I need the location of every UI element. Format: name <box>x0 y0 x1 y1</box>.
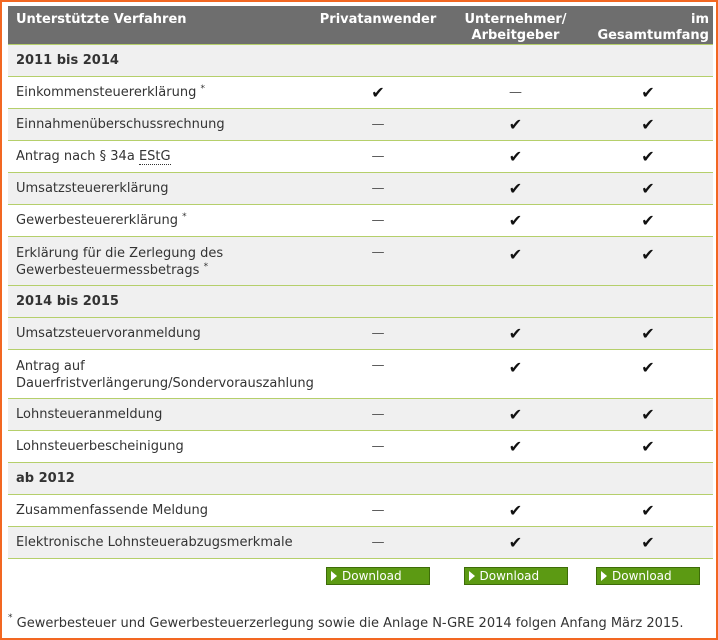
dash-icon: — <box>308 495 448 527</box>
check-icon: ✔ <box>583 205 713 237</box>
play-arrow-icon <box>469 571 475 581</box>
table-row <box>8 77 713 109</box>
row-label: Zusammenfassende Meldung <box>8 495 308 527</box>
row-label-text: Gewerbesteuererklärung <box>16 213 178 228</box>
row-label: Einnahmenüberschussrechnung <box>8 109 308 141</box>
row-label: Umsatzsteuererklärung <box>8 173 308 205</box>
table-row <box>8 527 713 559</box>
footnote-marker: * <box>200 84 205 94</box>
check-icon: ✔ <box>583 527 713 559</box>
download-cell <box>308 559 448 594</box>
check-icon: ✔ <box>448 237 583 286</box>
dash-icon: — <box>308 318 448 350</box>
table-row <box>8 173 713 205</box>
footnote-marker: * <box>182 212 187 222</box>
header-full-scope: im Gesamtumfang <box>583 6 713 45</box>
row-label-line2: Dauerfristverlängerung/Sondervorauszahlung <box>16 376 314 391</box>
row-label-line1: Antrag auf <box>16 359 85 374</box>
section-title: 2014 bis 2015 <box>8 286 713 318</box>
section-row <box>8 45 713 77</box>
download-row <box>8 559 713 594</box>
check-icon: ✔ <box>583 109 713 141</box>
download-button-business[interactable] <box>464 567 568 585</box>
row-label <box>8 350 314 399</box>
download-spacer <box>8 559 308 594</box>
table-row <box>8 495 713 527</box>
table-row <box>8 141 713 173</box>
procedures-table <box>8 6 713 593</box>
table-row <box>8 109 713 141</box>
header-entrepreneurs-line2: Arbeitgeber <box>471 28 560 43</box>
download-button-private[interactable] <box>326 567 430 585</box>
dash-icon: — <box>308 141 448 173</box>
check-icon: ✔ <box>583 77 713 109</box>
table-header-row <box>8 6 713 45</box>
row-label <box>8 205 308 237</box>
table-row <box>8 350 713 399</box>
header-procedures: Unterstützte Verfahren <box>8 6 308 45</box>
row-label: Lohnsteueranmeldung <box>8 399 308 431</box>
dash-icon: — <box>308 109 448 141</box>
table-row <box>8 399 713 431</box>
row-label-text: Einkommensteuererklärung <box>16 85 197 100</box>
table-row <box>8 431 713 463</box>
check-icon: ✔ <box>583 237 713 286</box>
check-icon: ✔ <box>583 318 713 350</box>
check-icon: ✔ <box>448 399 583 431</box>
play-arrow-icon <box>601 571 607 581</box>
row-label: Elektronische Lohnsteuerabzugsmerkmale <box>8 527 308 559</box>
row-label: Lohnsteuerbescheinigung <box>8 431 308 463</box>
row-label: Umsatzsteuervoranmeldung <box>8 318 308 350</box>
check-icon: ✔ <box>448 109 583 141</box>
download-label: Download <box>612 569 672 583</box>
dash-icon: — <box>308 173 448 205</box>
row-label-line2: Gewerbesteuermessbetrags <box>16 263 200 278</box>
check-icon: ✔ <box>448 205 583 237</box>
header-entrepreneurs <box>448 6 583 45</box>
section-row <box>8 286 713 318</box>
row-label <box>8 237 308 286</box>
check-icon: ✔ <box>583 495 713 527</box>
footnote-marker: * <box>203 262 209 272</box>
dash-icon: — <box>308 431 448 463</box>
footnote-text: Gewerbesteuer und Gewerbesteuerzerlegung sowie die Anlage N-GRE 2014 folgen Anfang März 2015. <box>16 616 684 631</box>
download-button-full[interactable] <box>596 567 700 585</box>
check-icon: ✔ <box>583 350 713 399</box>
check-icon: ✔ <box>583 173 713 205</box>
play-arrow-icon <box>331 571 337 581</box>
dash-icon: — <box>308 237 448 286</box>
footnote <box>8 613 684 631</box>
download-cell <box>448 559 583 594</box>
section-title: 2011 bis 2014 <box>8 45 713 77</box>
table-row <box>8 318 713 350</box>
header-entrepreneurs-line1: Unternehmer/ <box>464 12 567 27</box>
row-label-text: Antrag nach § 34a <box>16 149 139 164</box>
check-icon: ✔ <box>448 350 583 399</box>
table-row <box>8 237 713 286</box>
check-icon: ✔ <box>583 141 713 173</box>
abbreviation-estg[interactable]: EStG <box>138 149 171 164</box>
table-row <box>8 205 713 237</box>
section-title: ab 2012 <box>8 463 713 495</box>
dash-icon: — <box>308 350 448 399</box>
check-icon: ✔ <box>448 495 583 527</box>
check-icon: ✔ <box>308 77 448 109</box>
check-icon: ✔ <box>448 141 583 173</box>
dash-icon: — <box>448 77 583 109</box>
row-label-line1: Erklärung für die Zerlegung des <box>16 246 224 261</box>
dash-icon: — <box>308 205 448 237</box>
dash-icon: — <box>308 399 448 431</box>
check-icon: ✔ <box>448 431 583 463</box>
download-cell <box>583 559 713 594</box>
download-label: Download <box>479 569 540 583</box>
row-label <box>8 77 308 109</box>
footnote-marker: * <box>8 613 13 623</box>
row-label <box>8 141 308 173</box>
check-icon: ✔ <box>448 173 583 205</box>
dash-icon: — <box>308 527 448 559</box>
download-label: Download <box>342 569 402 583</box>
check-icon: ✔ <box>448 318 583 350</box>
check-icon: ✔ <box>448 527 583 559</box>
section-row <box>8 463 713 495</box>
check-icon: ✔ <box>583 431 713 463</box>
check-icon: ✔ <box>583 399 713 431</box>
header-private-users: Privatanwender <box>308 6 448 45</box>
